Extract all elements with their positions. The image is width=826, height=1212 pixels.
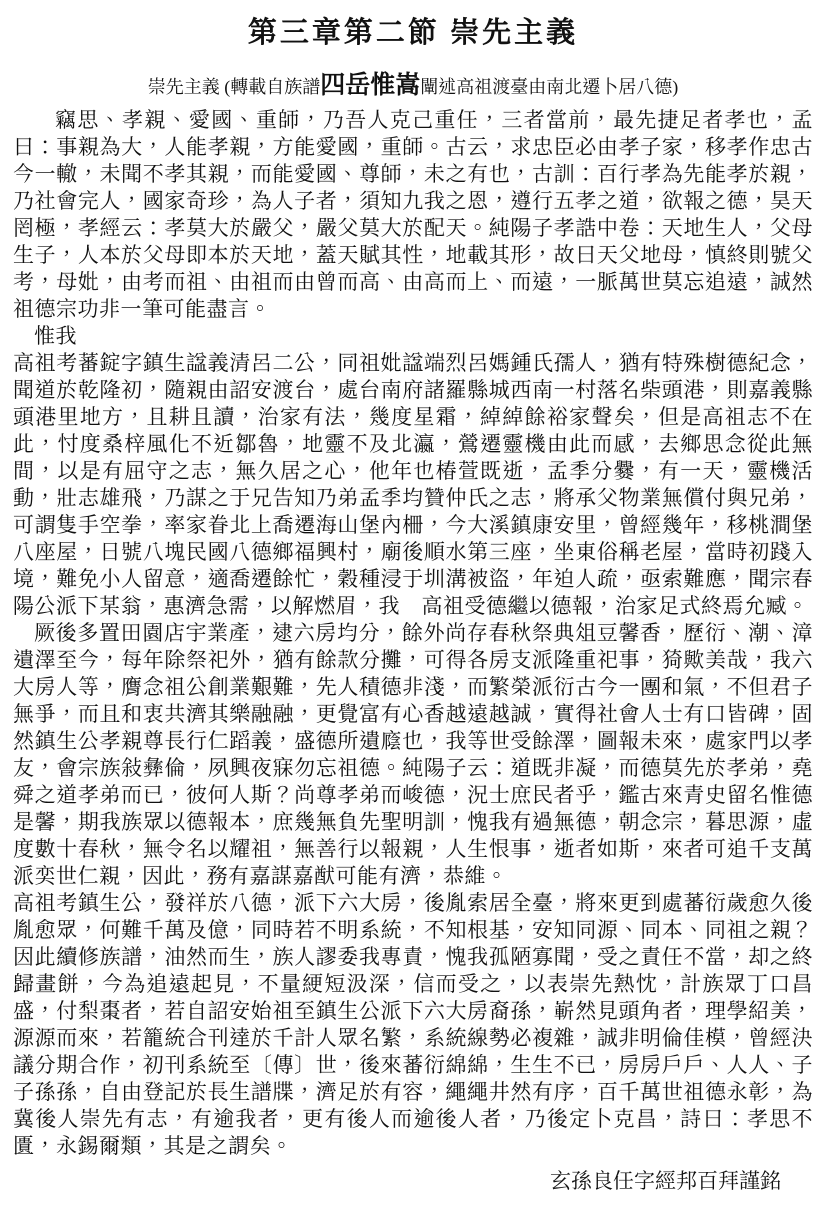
section-subtitle	[13, 65, 813, 101]
paragraph-filial-piety: 竊思、孝親、愛國、重師，乃吾人克己重任，三者當前，最先捷足者孝也，孟曰：事親為大，人能孝親，方能愛國，重師。古云，求忠臣必由孝子家，移孝作忠古今一轍，未聞不孝其親，而能愛國、尊師，未之有也，古訓：百行孝為先能孝於親，乃社會完人，國家奇珍，為人子者，須知九我之恩，遵行五孝之道，欲報之德，昊天罔極，孝經云：孝莫大於嚴父，嚴父莫大於配天。純陽子孝誥中卷：天地生人，父母生子，人本於父母即本於天地，蓋天賦其性，地載其形，故曰天父地母，慎終則號父考，母妣，由考而祖、由祖而由曾而高、由高而上、而遠，一脈萬世莫忘追遠，誠然祖德宗功非一筆可能盡言。	[13, 108, 813, 321]
subtitle-prefix: 崇先主義 (轉載自族譜	[147, 77, 321, 97]
paragraph-weiwo-honorific: 惟我	[34, 324, 77, 348]
chapter-title: 第三章第二節 崇先主義	[247, 17, 579, 49]
signature-line: 玄孫良任字經邦百拜謹銘	[550, 1169, 781, 1193]
paragraph-genealogy-compilation: 高祖考鎮生公，發祥於八德，派下六大房，後胤索居全臺，將來更到處蕃衍歲愈久後胤愈眾，何難千萬及億，同時若不明系統，不知根基，安知同源、同本、同祖之親？因此續修族譜，油然而生，族人謬委我專責，愧我孤陋寡聞，受之責任不當，却之終歸畫餅，今為追遠起見，不量綆短汲深，信而受之，以表崇先熱忱，計族眾丁口昌盛，付梨棗者，若自詔安始祖至鎮生公派下六大房裔孫，嶄然見頭角者，理學紹美，源源而來，若籠統合刊達於千計人眾名繁，系統線勢必複雜，誠非明倫佳模，曾經決議分期合作，初刊系統至〔傳〕世，後來蕃衍綿綿，生生不已，房房戶戶、人人、子子孫孫，自由登記於長生譜牒，濟足於有容，繩繩井然有序，百千萬世祖德永彰，為冀後人崇先有志，有逾我者，更有後人而逾後人者，乃後定卜克昌，詩曰：孝思不匱，永錫爾類，其是之謂矣。	[13, 891, 813, 1158]
subtitle-suffix: 闡述高祖渡臺由南北遷卜居八德)	[420, 77, 679, 97]
paragraph-ancestor-migration: 高祖考蕃錠字鎮生諡義清呂二公，同祖妣諡端烈呂媽鍾氏孺人，猶有特殊樹德紀念，聞道於乾隆初，隨親由詔安渡台，處台南府諸羅縣城西南一村落名柴頭港，則嘉義縣頭港里地方，且耕且讀，治家有法，幾度星霜，綽綽餘裕家聲矣，但是高祖志不在此，忖度桑梓風化不近鄒魯，地靈不及北瀛，鶯遷靈機由此而感，去鄉思念從此無間，以是有屈守之志，無久居之心，他年也椿萱既逝，孟季分爨，有一天，靈機活動，壯志雄飛，乃謀之于兄告知乃弟孟季均贊仲氏之志，將承父物業無償付與兄弟，可謂隻手空拳，率家眷北上喬遷海山堡內柵，今大溪鎮康安里，曾經幾年，移桃澗堡八座屋，日號八塊民國八德鄉福興村，廟後順水第三座，坐東俗稱老屋，當時初踐入境，難免小人留意，適喬遷餘忙，穀種浸于圳溝被盜，年迫人疏，亟索難應，聞宗春陽公派下某翁，惠濟急需，以解燃眉，我 高祖受德繼以德報，治家足式終焉允臧。	[13, 351, 813, 618]
paragraph-estate-and-virtue: 厥後多置田園店宇業產，逮六房均分，餘外尚存春秋祭典俎豆馨香，歷衍、潮、漳遺澤至今，每年除祭祀外，猶有餘款分攤，可得各房支派隆重祀事，猗歟美哉，我六大房人等，膺念祖公創業艱難，先人積德非淺，而繁榮派衍古今一團和氣，不但君子無爭，而且和衷共濟其樂融融，更覺富有心香越遠越誠，實得社會人士有口皆碑，固然鎮生公孝親尊長行仁蹈義，盛德所遺廕也，我等世受餘澤，圖報未來，處家門以孝友，會宗族敍彝倫，夙興夜寐勿忘祖德。純陽子云：道既非凝，而德莫先於孝弟，堯舜之道孝弟而已，彼何人斯？尚尊孝弟而峻德，況士庶民者乎，鑑古來青史留名惟德是馨，期我族眾以德報本，庶幾無負先聖明訓，愧我有過無德，朝念宗，暮思源，虛度數十春秋，無令名以耀祖，無善行以報親，人生恨事，逝者如斯，來者可追千支萬派奕世仁親，因此，務有嘉謀嘉猷可能有濟，恭維。	[13, 621, 813, 888]
subtitle-genealogy-name: 四岳惟嵩	[320, 72, 421, 99]
